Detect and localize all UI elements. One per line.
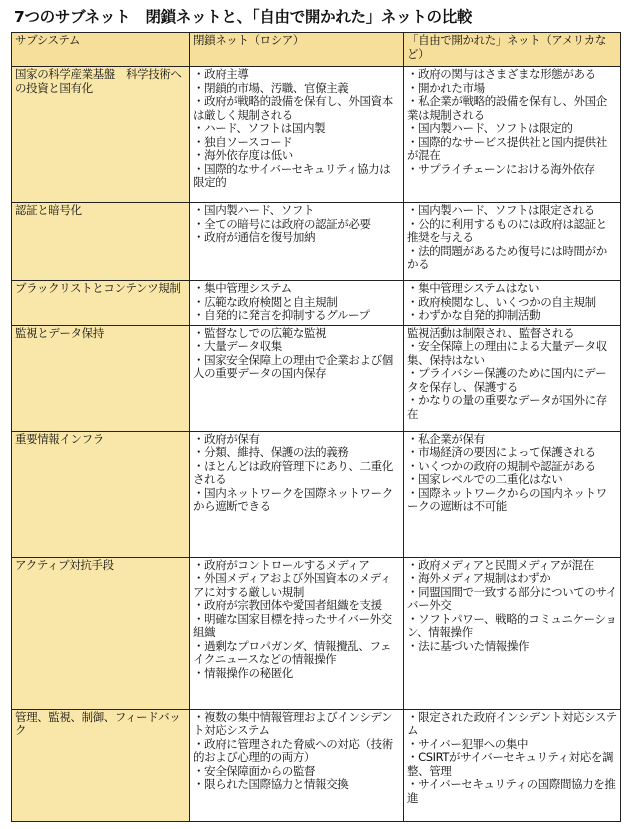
list-item: ・政府が戦略的設備を保有し、外国資本は厳しく規制される	[193, 94, 393, 122]
row-category: 監視とデータ保持	[12, 325, 190, 431]
list-item: ・国内製ハード、ソフトは限定される	[407, 203, 595, 217]
table-row	[12, 325, 621, 431]
list-item: ・政府が宗教団体や愛国者組織を支援	[193, 598, 382, 612]
closed-net-cell	[190, 325, 404, 431]
list-item: ・ほとんどは政府管理下にあり、二重化される	[193, 458, 393, 486]
list-item: ・法に基づいた情報操作	[407, 638, 530, 653]
list-item: ・国際ネットワークからの国内ネットワークの遮断は不可能	[407, 485, 607, 513]
list-item: ・サイバーセキュリティの国際間協力を推進	[407, 777, 616, 805]
list-item: ・政府がコントロールするメディア	[193, 557, 370, 572]
open-net-cell	[404, 557, 621, 709]
list-item: ・過剰なプロパガンダ、情報攪乱、フェイクニュースなどの情報操作	[193, 638, 392, 666]
list-item: ・政府に管理された脅威への対応（技術的および心理的の両方）	[193, 736, 393, 764]
header-subsystem: サブシステム	[12, 33, 190, 67]
list-item: ・開かれた市場	[407, 80, 485, 95]
list-item: ・情報操作の秘匿化	[193, 665, 293, 680]
table-row	[12, 557, 621, 709]
list-item: ・自発的に発言を抑制するグループ	[193, 308, 370, 322]
header-row	[12, 33, 621, 67]
list-item: ・海外メディア規制はわずか	[407, 571, 551, 585]
list-item: ・国家安全保障上の理由で企業および個人の重要データの国内保存	[193, 352, 393, 380]
list-item: ・ハード、ソフトは国内製	[193, 121, 326, 135]
table-row	[12, 203, 621, 281]
list-item: ・国内製ハード、ソフトは限定的	[407, 121, 573, 135]
row-category: 重要情報インフラ	[12, 431, 190, 557]
list-item: ・国内製ハード、ソフト	[193, 203, 315, 217]
closed-net-cell	[190, 709, 404, 821]
table-row	[12, 281, 621, 326]
open-net-cell	[404, 281, 621, 326]
list-item: ・安全保障上の理由による大量データ収集、保持はない	[407, 339, 607, 367]
list-item: ・閉鎖的市場、汚職、官僚主義	[193, 80, 349, 95]
list-item: ・私企業が保有	[407, 431, 485, 446]
comparison-table	[11, 32, 621, 822]
list-item: ・広範な政府検閲と自主規制	[193, 294, 338, 309]
list-item: ・わずかな自発的抑制活動	[407, 308, 541, 322]
list-item: ・政府主導	[193, 67, 249, 81]
list-item: ・サプライチェーンにおける海外依存	[407, 161, 595, 176]
open-net-cell	[404, 431, 621, 557]
table-row	[12, 431, 621, 557]
closed-net-cell	[190, 557, 404, 709]
closed-net-cell	[190, 67, 404, 203]
list-item: ・海外依存度は低い	[193, 148, 293, 162]
row-category: アクティブ対抗手段	[12, 557, 190, 709]
list-item: ・国内ネットワークを国際ネットワークから遮断できる	[193, 485, 393, 513]
list-item: ・政府検閲なし、いくつかの自主規制	[407, 294, 596, 309]
list-item: ・全ての暗号には政府の認証が必要	[193, 216, 371, 231]
list-item: ・監督なしでの広範な監視	[193, 325, 327, 340]
list-item: ・大量データ収集	[193, 339, 282, 353]
list-item: ・政府が通信を復号加納	[193, 230, 316, 244]
open-net-cell	[404, 67, 621, 203]
list-item: ・限られた国際協力と情報交換	[193, 777, 349, 791]
closed-net-cell	[190, 281, 404, 326]
list-item: ・公的に利用するものには政府は認証と推奨を与える	[407, 216, 607, 244]
list-item: ・集中管理システム	[193, 281, 292, 295]
open-net-cell	[404, 325, 621, 431]
list-item: ・CSIRTがサイバーセキュリティ対応を調整、管理	[407, 750, 614, 778]
list-item: ・同盟国間で一致する部分についてのサイバー外交	[407, 584, 617, 612]
list-item: ・市場経済の要因によって保護される	[407, 445, 596, 459]
row-category: 認証と暗号化	[12, 203, 190, 281]
list-item: ・政府が保有	[193, 431, 260, 446]
list-item: ・集中管理システムはない	[407, 281, 540, 295]
list-item: ・安全保障面からの監督	[193, 763, 316, 778]
list-item: ・法的問題があるため復号には時間がかかる	[407, 243, 607, 271]
table-row	[12, 67, 621, 203]
list-item: ・複数の集中情報管理およびインシデント対応システム	[193, 709, 393, 737]
table-row	[12, 709, 621, 821]
open-net-cell	[404, 203, 621, 281]
list-item: ・サイバー犯罪への集中	[407, 736, 529, 751]
list-item: ・プライバシー保護のために国内にデータを保存し、保護する	[407, 366, 607, 394]
header-closed-net: 閉鎖ネット（ロシア）	[190, 33, 404, 67]
list-item: ・ソフトパワー、戦略的コミュニケーション、情報操作	[407, 611, 617, 639]
row-category: ブラックリストとコンテンツ規制	[12, 281, 190, 326]
open-net-cell	[404, 709, 621, 821]
list-item: ・外国メディアおよび外国資本のメディアに対する厳しい規制	[193, 571, 391, 599]
list-item: ・いくつかの政府の規制や認証がある	[407, 458, 596, 473]
list-item: ・かなりの量の重要なデータが国外に存在	[407, 393, 607, 421]
list-item: ・政府の関与はさまざまな形態がある	[407, 67, 596, 81]
list-item: ・国際的なサービス提供社と国内提供社が混在	[407, 134, 607, 162]
list-item: 監視活動は制限され、監督される	[407, 325, 575, 340]
list-item: ・私企業が戦略的設備を保有し、外国企業は規制される	[407, 94, 607, 122]
list-item: ・政府メディアと民間メディアが混在	[407, 557, 594, 572]
header-open-net: 「自由で開かれた」ネット（アメリカなど）	[404, 33, 621, 67]
closed-net-cell	[190, 203, 404, 281]
list-item: ・明確な国家目標を持ったサイバー外交組織	[193, 611, 392, 639]
list-item: ・分類、維持、保護の法的義務	[193, 445, 349, 459]
row-category: 国家の科学産業基盤 科学技術への投資と国有化	[12, 67, 190, 203]
page-title: 7つのサブネット 閉鎖ネットと、「自由で開かれた」ネットの比較	[14, 8, 473, 26]
list-item: ・限定された政府インシデント対応システム	[407, 709, 617, 737]
closed-net-cell	[190, 431, 404, 557]
list-item: ・国家レベルでの二重化はない	[407, 472, 563, 486]
row-category: 管理、監視、制御、フィードバック	[12, 709, 190, 821]
list-item: ・独自ソースコード	[193, 134, 293, 149]
list-item: ・国際的なサイバーセキュリティ協力は限定的	[193, 161, 391, 189]
